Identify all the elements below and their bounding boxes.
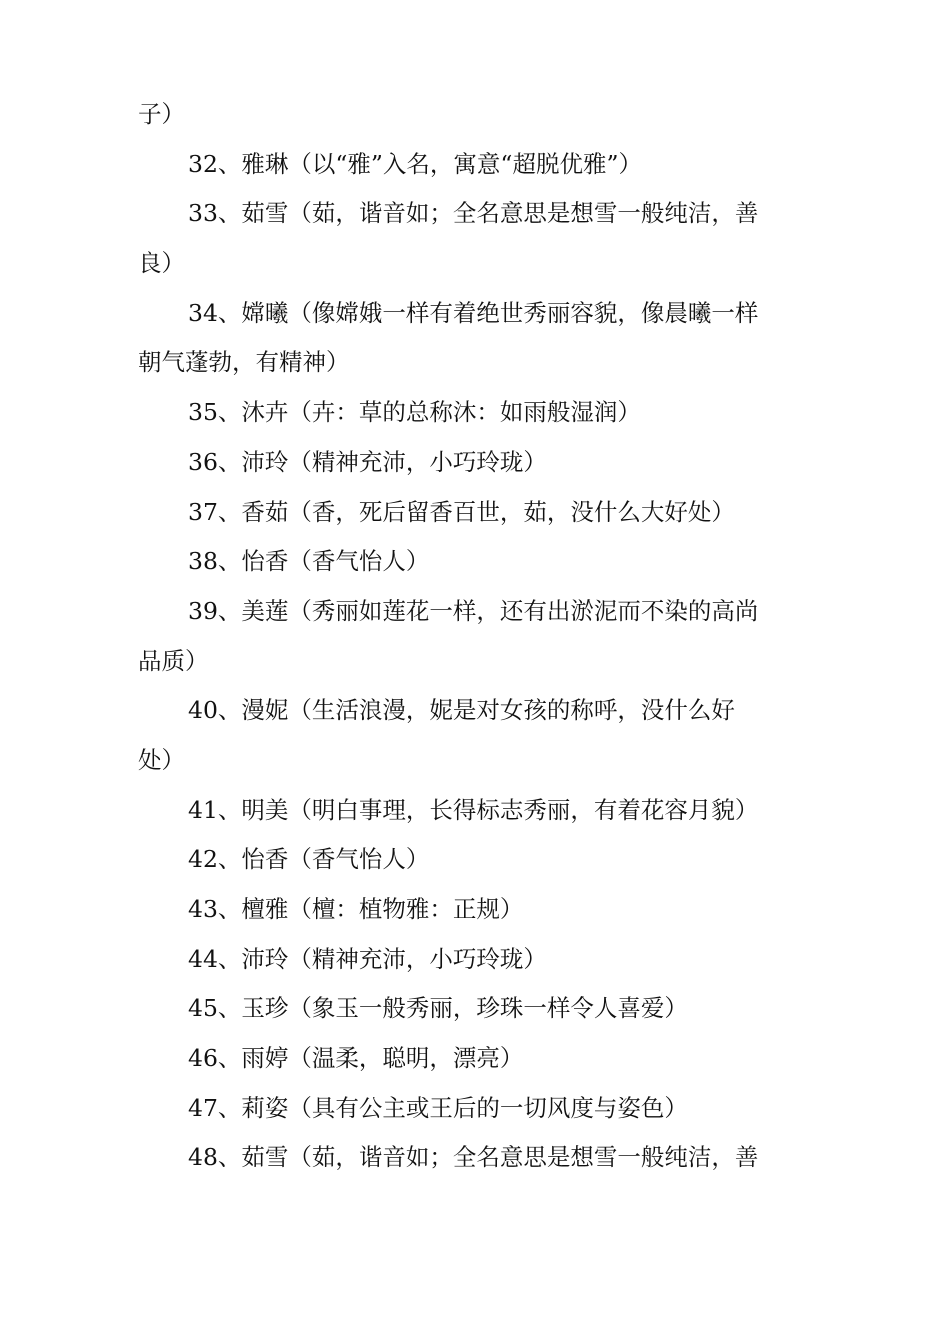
- list-item: 38、怡香（香气怡人）: [188, 547, 430, 576]
- list-item: 48、茹雪（茹，谐音如；全名意思是想雪一般纯洁，善: [188, 1143, 759, 1172]
- list-item: 47、莉姿（具有公主或王后的一切风度与姿色）: [188, 1093, 688, 1122]
- list-item: 37、香茹（香，死后留香百世，茹，没什么大好处）: [188, 497, 735, 526]
- list-item: 36、沛玲（精神充沛，小巧玲珑）: [188, 447, 547, 476]
- list-item: 40、漫妮（生活浪漫，妮是对女孩的称呼，没什么好: [188, 696, 735, 725]
- list-item: 35、沐卉（卉：草的总称沐：如雨般湿润）: [188, 398, 641, 427]
- list-item: 46、雨婷（温柔，聪明，漂亮）: [188, 1044, 524, 1073]
- text-line: 处）: [138, 745, 185, 774]
- list-item: 42、怡香（香气怡人）: [188, 845, 430, 874]
- document-body: [138, 90, 802, 1183]
- list-item: 41、明美（明白事理，长得标志秀丽，有着花容月貌）: [188, 795, 759, 824]
- text-line: 子）: [138, 100, 185, 128]
- list-item: 32、雅琳（以“雅”入名，寓意“超脱优雅”）: [188, 149, 642, 178]
- text-line: 品质）: [138, 646, 209, 675]
- list-item: 45、玉珍（象玉一般秀丽，珍珠一样令人喜爱）: [188, 994, 688, 1023]
- list-item: 43、檀雅（檀：植物雅：正规）: [188, 895, 524, 923]
- list-item: 44、沛玲（精神充沛，小巧玲珑）: [188, 944, 547, 973]
- list-item: 39、美莲（秀丽如莲花一样，还有出淤泥而不染的高尚: [188, 596, 759, 625]
- list-item: 34、嫦曦（像嫦娥一样有着绝世秀丽容貌，像晨曦一样: [188, 298, 759, 327]
- list-item: 33、茹雪（茹，谐音如；全名意思是想雪一般纯洁，善: [188, 199, 759, 228]
- text-line: 朝气蓬勃，有精神）: [138, 348, 350, 377]
- text-line: 良）: [138, 249, 185, 278]
